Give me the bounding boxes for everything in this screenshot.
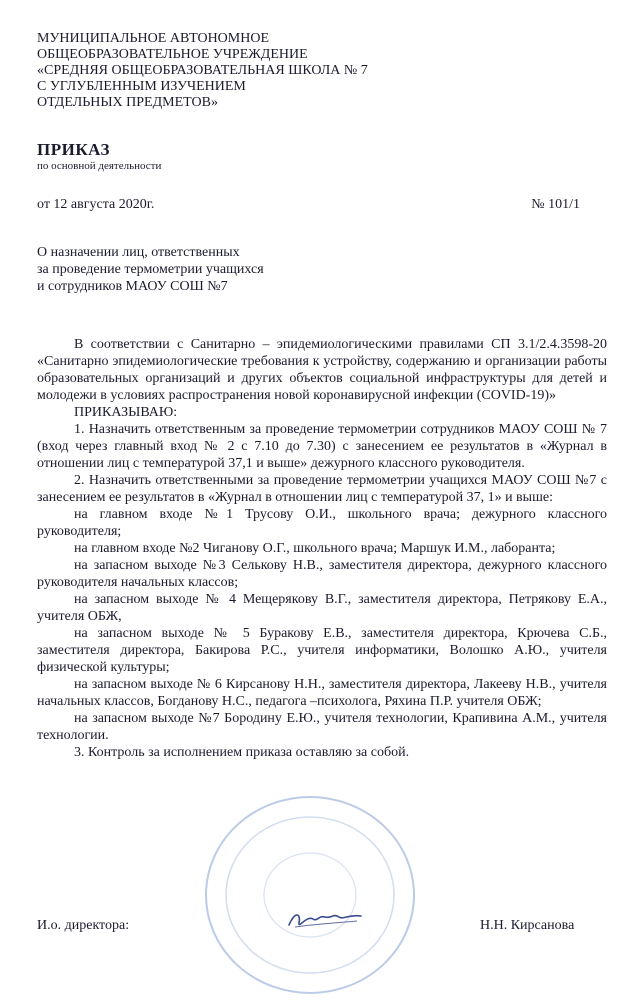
entry-paragraph: на запасном выходе № 5 Буракову Е.В., заместителя директора, Крючева С.Б., заместителя директора, Бакирова Р.С., учителя информатики, Волошко А.Ю., учителя физической культуры; [37,626,607,675]
stamp-icon [200,790,420,1000]
org-line: МУНИЦИПАЛЬНОЕ АВТОНОМНОЕ [37,31,270,46]
subject-line: за проведение термометрии учащихся [37,262,264,277]
subject-line: и сотрудников МАОУ СОШ №7 [37,279,228,294]
subject-line: О назначении лиц, ответственных [37,245,240,260]
org-line: С УГЛУБЛЕННЫМ ИЗУЧЕНИЕМ [37,79,246,94]
signatory-position: И.о. директора: [37,918,130,933]
signature-icon [285,905,365,935]
order-item-2: 2. Назначить ответственными за проведение термометрии учащихся МАОУ СОШ №7 с занесением ее результатов в «Журнал в отношении лиц с температурой 37, 1» и выше: [37,473,607,505]
organization-name [37,31,368,111]
document-subtitle: по основной деятельности [37,160,162,172]
signatory-name: Н.Н. Кирсанова [480,918,575,933]
org-line: ОТДЕЛЬНЫХ ПРЕДМЕТОВ» [37,95,218,110]
entry-paragraph: на запасном выходе №7 Бородину Е.Ю., учителя технологии, Крапивина А.М., учителя технологии. [37,711,607,743]
entry-paragraph: на запасном выходе № 4 Мещерякову В.Г., заместителя директора, Петрякову Е.А., учителя ОБЖ, [37,592,607,624]
entry-paragraph: на главном входе №1 Трусову О.И., школьного врача; дежурного классного руководителя; [37,507,607,539]
document-title: ПРИКАЗ [37,140,110,159]
order-item-1: 1. Назначить ответственным за проведение термометрии сотрудников МАОУ СОШ № 7 (вход через главный вход № 2 с 7.10 до 7.30) с занесением ее результатов в «Журнал в отношении лиц с температурой 37,1 и выше» дежурного классного руководителя. [37,422,607,471]
org-line: «СРЕДНЯЯ ОБЩЕОБРАЗОВАТЕЛЬНАЯ ШКОЛА № 7 [37,63,368,78]
document-body [37,336,607,761]
entry-paragraph: на главном входе №2 Чиганову О.Г., школьного врача; Маршук И.М., лаборанта; [74,541,556,556]
order-item-3: 3. Контроль за исполнением приказа оставляю за собой. [74,745,410,760]
document-subject [37,244,264,295]
document-date: от 12 августа 2020г. [37,197,155,212]
order-word: ПРИКАЗЫВАЮ: [74,405,178,420]
entry-paragraph: на запасном выходе № 6 Кирсанову Н.Н., заместителя директора, Лакееву Н.В., учителя начальных классов, Богданову Н.С., педагога –психолога, Ряхина П.Р. учителя ОБЖ; [37,677,607,709]
intro-paragraph: В соответствии с Санитарно – эпидемиологическими правилами СП 3.1/2.4.3598-20 «Санитарно эпидемиологические требования к устройству, содержанию и организации работы образовательных организаций и других объектов социальной инфраструктуры для детей и молодежи в условиях распространения новой коронавирусной инфекции (COVID-19)» [37,337,607,403]
document-number: № 101/1 [531,197,580,212]
entry-paragraph: на запасном выходе №3 Селькову Н.В., заместителя директора, дежурного классного руководителя начальных классов; [37,558,607,590]
org-line: ОБЩЕОБРАЗОВАТЕЛЬНОЕ УЧРЕЖДЕНИЕ [37,47,308,62]
